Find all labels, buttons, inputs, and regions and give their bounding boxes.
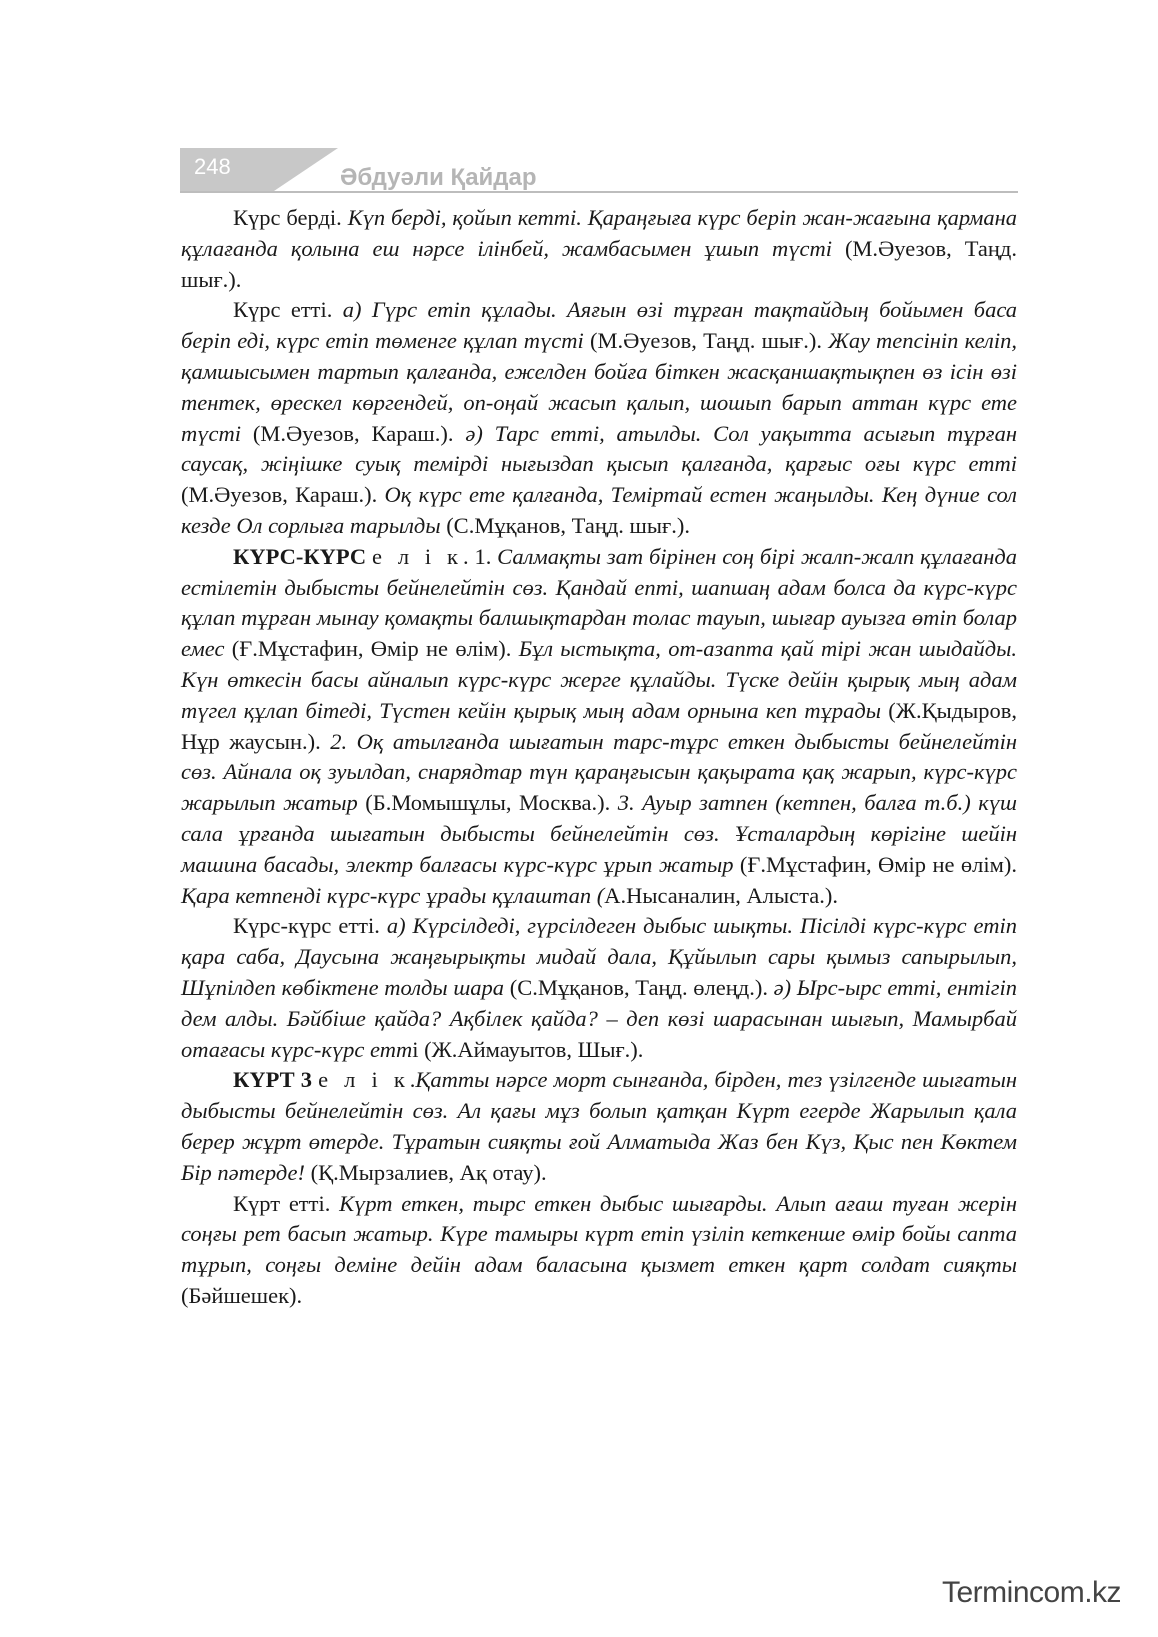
text-segment: (М.Әуезов, Караш.). (241, 420, 466, 446)
dictionary-body (181, 203, 1017, 1312)
entry-headword: КҮРТ 3 (233, 1067, 312, 1093)
dictionary-paragraph (181, 1065, 1017, 1188)
text-segment: (М.Әуезов, Таңд. шығ.). (583, 328, 829, 354)
text-segment: Күрт етті. (233, 1190, 340, 1216)
text-segment: Күрт еткен, тырс еткен дыбыс шығарды. Алып ағаш туған жерін соңғы рет басып жатыр. Күре тамыры күрт етіп үзіліп кеткенше өмір бойы сапта тұрып, соңғы деміне дейін адам баласына қызмет еткен қарт солдат сияқты (181, 1190, 1017, 1278)
text-segment: . 1. (462, 543, 498, 569)
text-segment: (Қ.Мырзалиев, Ақ отау). (304, 1159, 547, 1185)
page-number-tab-arrow (274, 148, 338, 191)
page-header (180, 148, 1018, 196)
dictionary-paragraph (181, 542, 1017, 912)
text-segment: Күп берді, қойып кетті. Қараңғыға күрс беріп жан-жағына қармана құлағанда қолына еш нәрсе ілінбей, жамбасымен ұшып түсті (181, 205, 1017, 261)
text-segment: Күрс етті. (233, 297, 343, 323)
part-of-speech: е л і к (318, 1067, 410, 1093)
text-segment: А.Нысаналин, Алыста.). (604, 882, 838, 908)
watermark: Termincom.kz (942, 1576, 1122, 1609)
text-segment: ә) Тарс етті, атылды. Сол уақытта асығып тұрған саусақ, жіңішке суық темірді нығыздап қысып қалғанда, қарғыс оғы күрс етті (181, 420, 1017, 477)
text-segment: ә) Ырс-ырс етті, ентігіп дем алды. Бәйбіше қайда? Ақбілек қайда? – деп көзі шарасынан шығып, Мамырбай отағасы күрс-күрс етт (181, 974, 1018, 1062)
dictionary-paragraph (181, 911, 1017, 1065)
text-segment: Жау тепсініп келіп, қамшысымен тартып қалғанда, ежелден бойға біткен жасқаншақтықпен өз ісін өзі тентек, өрескел көргендей, оп-оңай жасып қалып, шошып барып аттан күрс ете түсті (181, 328, 1017, 446)
text-segment: . (409, 1067, 416, 1093)
entry-headword: КҮРС-КҮРС (233, 543, 367, 569)
text-segment: Күрс берді. (233, 205, 348, 230)
dictionary-paragraph (181, 203, 1017, 295)
page-number: 248 (194, 154, 231, 179)
text-segment: (М.Әуезов, Караш.). (181, 482, 385, 508)
text-segment: Оқ күрс ете қалғанда, Теміртай естен жаңылды. Кең дүние сол кезде Ол сорлыға тарылды (181, 482, 1017, 538)
text-segment: Салмақты зат бірінен соң бірі жалп-жалп құлағанда естілетін дыбысты бейнелейтін сөз. Қандай епті, шапшаң адам болса да күрс-күрс құлап тұрған мынау қомақты балшықтардан толас тауып, шығар ауызға өтіп болар емес (181, 543, 1017, 662)
text-segment: 2. Оқ атылғанда шығатын тарс-тұрс еткен дыбысты бейнелейтін сөз. Айнала оқ зуылдап, снарядтар түн қараңғысын қақырата қақ жарып, күрс-күрс жарылып жатыр (181, 728, 1017, 816)
text-segment: (М.Әуезов, Таңд. шығ.). (181, 235, 1017, 292)
text-segment: Қара кетпенді күрс-күрс ұрады құлаштап ( (181, 882, 605, 908)
text-segment: Бұл ыстықта, от-азапта қай тірі жан шыдайды. Күн өткесін басы айналып күрс-күрс жерге құлайды. Түске дейін қырық мың адам түгел құлап бітеді, Түстен кейін қырық мың адам орнына кеп тұрады (181, 636, 1017, 723)
text-segment: (Ғ.Мұстафин, Өмір не өлім). (224, 636, 519, 662)
text-segment: а) Күрсілдеді, гүрсілдеген дыбыс шықты. Пісілді күрс-күрс етіп қара саба, Даусына жаңғырықты мидай дала, Құйылып сары қымыз сапырылып, Шұпілдеп көбіктене толды шара (181, 913, 1017, 1000)
text-segment: (Ж.Қыдыров, Нұр жаусын.). (181, 697, 1018, 754)
text-segment: і (Ж.Аймауытов, Шығ.). (412, 1036, 644, 1062)
text-segment: 3. Ауыр затпен (кетпен, балға т.б.) күш сала ұрғанда шығатын дыбысты бейнелейтін сөз. Ұсталардың көрігіне шейін машина басады, электр балғасы күрс-күрс ұрып жатыр (181, 790, 1017, 877)
text-segment: (С.Мұқанов, Таңд. шығ.). (440, 512, 690, 538)
header-rule (180, 191, 1018, 193)
dictionary-paragraph (181, 295, 1017, 541)
text-segment: Күрс-күрс етті. (233, 913, 387, 939)
text-segment: (Ғ.Мұстафин, Өмір не өлім). (733, 851, 1017, 877)
text-segment: (Бәйшешек). (181, 1282, 303, 1308)
running-head-author: Әбдуәли Қайдар (340, 164, 537, 191)
part-of-speech: е л і к (372, 543, 463, 569)
text-segment: (Б.Момышұлы, Москва.). (357, 790, 618, 816)
text-segment: Қатты нәрсе морт сынғанда, бірден, тез үзілгенде шығатын дыбысты бейнелейтін сөз. Ал қағы мұз болып қатқан Күрт егерде Жарылып қала берер жұрт өтерде. Тұратын сияқты ғой Алматыда Жаз бен Күз, Қыс пен Көктем Бір пәтерде! (181, 1067, 1018, 1185)
text-segment: (С.Мұқанов, Таңд. өлеңд.). (504, 974, 774, 1000)
text-segment: а) Гүрс етіп құлады. Аяғын өзі тұрған тақтайдың бойымен баса беріп еді, күрс етіп төменге құлап түсті (181, 297, 1017, 354)
dictionary-paragraph (181, 1189, 1017, 1312)
